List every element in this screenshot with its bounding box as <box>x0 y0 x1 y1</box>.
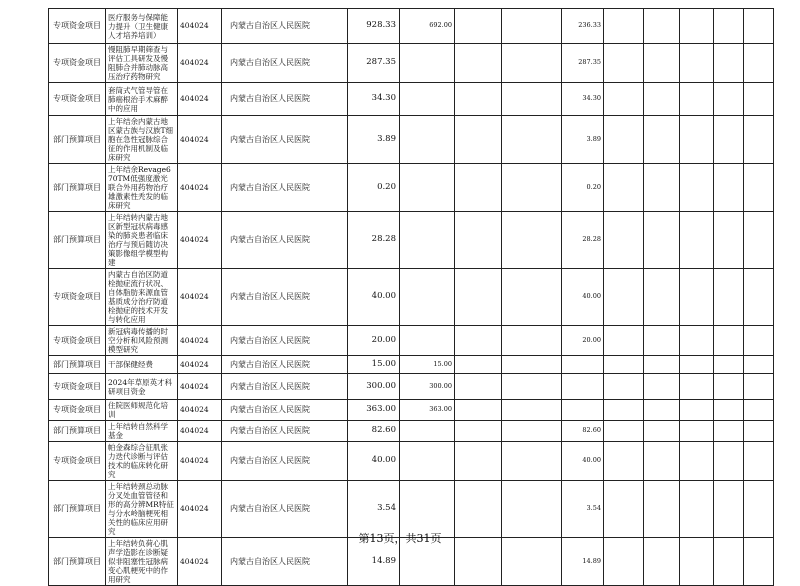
empty-cell <box>714 44 744 83</box>
table-row <box>49 326 774 356</box>
empty-cell <box>744 44 774 83</box>
total-amount: 3.89 <box>348 116 400 164</box>
unit-name: 内蒙古自治区人民医院 <box>222 9 348 44</box>
empty-cell <box>680 442 714 481</box>
empty-cell <box>744 400 774 421</box>
amount-col-1: 300.00 <box>400 374 455 400</box>
project-name: 上年结余Revage670TM低强度激光联合外用药物治疗雄激素性秃发的临床研究 <box>106 164 178 212</box>
empty-cell <box>744 374 774 400</box>
unit-name: 内蒙古自治区人民医院 <box>222 442 348 481</box>
amount-col-2 <box>455 481 502 538</box>
amount-col-3 <box>502 83 562 116</box>
amount-col-2 <box>455 400 502 421</box>
amount-col-1 <box>400 116 455 164</box>
unit-name: 内蒙古自治区人民医院 <box>222 164 348 212</box>
total-amount: 3.54 <box>348 481 400 538</box>
project-type: 部门预算项目 <box>49 116 106 164</box>
empty-cell <box>680 83 714 116</box>
unit-name: 内蒙古自治区人民医院 <box>222 212 348 269</box>
total-amount: 300.00 <box>348 374 400 400</box>
amount-col-2 <box>455 374 502 400</box>
project-name: 套筒式气管导管在肺癌根治手术麻醉中的应用 <box>106 83 178 116</box>
project-name: 上年结余内蒙古地区蒙古族与汉族T细胞在急性冠脉综合征的作用机制及临床研究 <box>106 116 178 164</box>
amount-col-2 <box>455 116 502 164</box>
project-type: 专项资金项目 <box>49 442 106 481</box>
empty-cell <box>680 400 714 421</box>
table-row <box>49 212 774 269</box>
empty-cell <box>714 421 744 442</box>
empty-cell <box>604 421 644 442</box>
total-amount: 14.89 <box>348 538 400 586</box>
unit-code: 404024 <box>178 538 222 586</box>
amount-col-4: 40.00 <box>562 442 604 481</box>
empty-cell <box>604 116 644 164</box>
amount-col-3 <box>502 356 562 374</box>
amount-col-3 <box>502 269 562 326</box>
project-name: 上年结转自然科学基金 <box>106 421 178 442</box>
unit-name: 内蒙古自治区人民医院 <box>222 269 348 326</box>
unit-code: 404024 <box>178 421 222 442</box>
amount-col-4: 3.89 <box>562 116 604 164</box>
empty-cell <box>604 400 644 421</box>
empty-cell <box>680 269 714 326</box>
empty-cell <box>744 481 774 538</box>
empty-cell <box>714 481 744 538</box>
empty-cell <box>744 356 774 374</box>
empty-cell <box>644 212 680 269</box>
amount-col-2 <box>455 421 502 442</box>
total-amount: 928.33 <box>348 9 400 44</box>
budget-table <box>48 8 774 586</box>
amount-col-1: 692.00 <box>400 9 455 44</box>
amount-col-2 <box>455 164 502 212</box>
empty-cell <box>604 356 644 374</box>
empty-cell <box>744 83 774 116</box>
amount-col-3 <box>502 374 562 400</box>
empty-cell <box>604 442 644 481</box>
amount-col-3 <box>502 400 562 421</box>
project-name: 医疗服务与保障能力提升（卫生健康人才培养培训） <box>106 9 178 44</box>
page-footer: 第13页，共31页 <box>358 532 442 545</box>
amount-col-1 <box>400 44 455 83</box>
amount-col-1 <box>400 164 455 212</box>
empty-cell <box>714 374 744 400</box>
empty-cell <box>714 9 744 44</box>
empty-cell <box>714 326 744 356</box>
unit-code: 404024 <box>178 400 222 421</box>
table-row <box>49 164 774 212</box>
total-amount: 40.00 <box>348 442 400 481</box>
empty-cell <box>744 116 774 164</box>
amount-col-4: 34.30 <box>562 83 604 116</box>
unit-name: 内蒙古自治区人民医院 <box>222 374 348 400</box>
unit-name: 内蒙古自治区人民医院 <box>222 538 348 586</box>
empty-cell <box>744 421 774 442</box>
unit-code: 404024 <box>178 481 222 538</box>
empty-cell <box>714 116 744 164</box>
amount-col-2 <box>455 442 502 481</box>
empty-cell <box>644 83 680 116</box>
empty-cell <box>604 326 644 356</box>
amount-col-1 <box>400 442 455 481</box>
empty-cell <box>680 116 714 164</box>
table-row <box>49 400 774 421</box>
amount-col-1 <box>400 421 455 442</box>
table-row <box>49 9 774 44</box>
project-type: 专项资金项目 <box>49 269 106 326</box>
empty-cell <box>604 269 644 326</box>
empty-cell <box>744 269 774 326</box>
unit-code: 404024 <box>178 83 222 116</box>
table-row <box>49 44 774 83</box>
amount-col-3 <box>502 326 562 356</box>
project-type: 部门预算项目 <box>49 212 106 269</box>
table-row <box>49 356 774 374</box>
empty-cell <box>680 421 714 442</box>
empty-cell <box>714 442 744 481</box>
total-amount: 363.00 <box>348 400 400 421</box>
empty-cell <box>604 481 644 538</box>
unit-name: 内蒙古自治区人民医院 <box>222 83 348 116</box>
amount-col-4: 3.54 <box>562 481 604 538</box>
amount-col-4: 14.89 <box>562 538 604 586</box>
unit-name: 内蒙古自治区人民医院 <box>222 421 348 442</box>
amount-col-3 <box>502 164 562 212</box>
empty-cell <box>604 374 644 400</box>
amount-col-4 <box>562 400 604 421</box>
empty-cell <box>644 44 680 83</box>
amount-col-1: 15.00 <box>400 356 455 374</box>
empty-cell <box>714 83 744 116</box>
empty-cell <box>644 421 680 442</box>
table-row <box>49 374 774 400</box>
amount-col-2 <box>455 9 502 44</box>
project-name: 住院医师规范化培训 <box>106 400 178 421</box>
amount-col-1 <box>400 481 455 538</box>
empty-cell <box>680 374 714 400</box>
empty-cell <box>644 326 680 356</box>
unit-code: 404024 <box>178 9 222 44</box>
unit-name: 内蒙古自治区人民医院 <box>222 356 348 374</box>
project-type: 专项资金项目 <box>49 400 106 421</box>
unit-name: 内蒙古自治区人民医院 <box>222 326 348 356</box>
unit-name: 内蒙古自治区人民医院 <box>222 116 348 164</box>
amount-col-4: 236.33 <box>562 9 604 44</box>
project-name: 干部保健经费 <box>106 356 178 374</box>
empty-cell <box>744 212 774 269</box>
project-name: 帕金森综合征肌张力迭代诊断与评估技术的临床转化研究 <box>106 442 178 481</box>
empty-cell <box>644 442 680 481</box>
amount-col-4: 82.60 <box>562 421 604 442</box>
project-type: 部门预算项目 <box>49 164 106 212</box>
empty-cell <box>644 400 680 421</box>
amount-col-3 <box>502 212 562 269</box>
project-name: 上年结转颈总动脉分叉处血管管径和形的高分辨MR特征与分水岭脑梗死相关性的临床应用研究 <box>106 481 178 538</box>
project-name: 2024年草原英才科研项目资金 <box>106 374 178 400</box>
project-name: 上年结转负荷心肌声学造影在诊断疑似非阻塞性冠脉病变心肌梗死中的作用研究 <box>106 538 178 586</box>
empty-cell <box>644 116 680 164</box>
empty-cell <box>714 356 744 374</box>
amount-col-4: 0.20 <box>562 164 604 212</box>
unit-code: 404024 <box>178 44 222 83</box>
amount-col-1 <box>400 269 455 326</box>
amount-col-3 <box>502 116 562 164</box>
project-type: 专项资金项目 <box>49 9 106 44</box>
amount-col-1 <box>400 83 455 116</box>
empty-cell <box>680 212 714 269</box>
table-row <box>49 269 774 326</box>
empty-cell <box>604 212 644 269</box>
unit-code: 404024 <box>178 356 222 374</box>
amount-col-3 <box>502 481 562 538</box>
unit-code: 404024 <box>178 374 222 400</box>
empty-cell <box>644 374 680 400</box>
project-type: 专项资金项目 <box>49 44 106 83</box>
amount-col-2 <box>455 212 502 269</box>
total-amount: 28.28 <box>348 212 400 269</box>
empty-cell <box>744 9 774 44</box>
unit-code: 404024 <box>178 326 222 356</box>
total-amount: 287.35 <box>348 44 400 83</box>
empty-cell <box>714 400 744 421</box>
unit-name: 内蒙古自治区人民医院 <box>222 400 348 421</box>
amount-col-3 <box>502 421 562 442</box>
empty-cell <box>604 9 644 44</box>
total-amount: 82.60 <box>348 421 400 442</box>
amount-col-2 <box>455 269 502 326</box>
empty-cell <box>714 269 744 326</box>
empty-cell <box>604 164 644 212</box>
table-row <box>49 116 774 164</box>
amount-col-2 <box>455 326 502 356</box>
table-row <box>49 83 774 116</box>
amount-col-4: 20.00 <box>562 326 604 356</box>
unit-name: 内蒙古自治区人民医院 <box>222 44 348 83</box>
empty-cell <box>680 164 714 212</box>
project-name: 新冠病毒传播的时空分析和风险预测模型研究 <box>106 326 178 356</box>
amount-col-1 <box>400 212 455 269</box>
project-name: 内蒙古自治区防道栓抛症流行状况、自体脂肪来源血管基质成分治疗防道栓抛症的技术开发与转化应用 <box>106 269 178 326</box>
project-type: 部门预算项目 <box>49 538 106 586</box>
amount-col-3 <box>502 442 562 481</box>
table-row <box>49 421 774 442</box>
unit-code: 404024 <box>178 164 222 212</box>
amount-col-2 <box>455 44 502 83</box>
empty-cell <box>644 356 680 374</box>
amount-col-4: 40.00 <box>562 269 604 326</box>
project-name: 上年结转内蒙古地区新型冠状病毒感染的肺炎患者临床治疗与预后随访决策影像组学模型构建 <box>106 212 178 269</box>
empty-cell <box>644 9 680 44</box>
empty-cell <box>744 326 774 356</box>
project-type: 部门预算项目 <box>49 421 106 442</box>
empty-cell <box>680 44 714 83</box>
empty-cell <box>604 83 644 116</box>
project-type: 专项资金项目 <box>49 374 106 400</box>
unit-code: 404024 <box>178 212 222 269</box>
empty-cell <box>680 326 714 356</box>
unit-code: 404024 <box>178 116 222 164</box>
unit-name: 内蒙古自治区人民医院 <box>222 481 348 538</box>
empty-cell <box>604 44 644 83</box>
empty-cell <box>644 269 680 326</box>
total-amount: 40.00 <box>348 269 400 326</box>
project-name: 慢阻肺早期筛查与评估工具研发及慢阻肺合并肺动脉高压治疗药物研究 <box>106 44 178 83</box>
project-type: 部门预算项目 <box>49 356 106 374</box>
amount-col-4 <box>562 374 604 400</box>
empty-cell <box>714 212 744 269</box>
amount-col-4: 287.35 <box>562 44 604 83</box>
empty-cell <box>644 481 680 538</box>
project-type: 部门预算项目 <box>49 481 106 538</box>
empty-cell <box>744 442 774 481</box>
amount-col-2 <box>455 356 502 374</box>
total-amount: 0.20 <box>348 164 400 212</box>
total-amount: 20.00 <box>348 326 400 356</box>
project-type: 专项资金项目 <box>49 326 106 356</box>
amount-col-3 <box>502 9 562 44</box>
empty-cell <box>680 481 714 538</box>
empty-cell <box>680 9 714 44</box>
amount-col-1: 363.00 <box>400 400 455 421</box>
amount-col-4: 28.28 <box>562 212 604 269</box>
empty-cell <box>644 164 680 212</box>
amount-col-3 <box>502 44 562 83</box>
amount-col-1 <box>400 326 455 356</box>
unit-code: 404024 <box>178 269 222 326</box>
unit-code: 404024 <box>178 442 222 481</box>
empty-cell <box>680 356 714 374</box>
total-amount: 15.00 <box>348 356 400 374</box>
table-row <box>49 442 774 481</box>
total-amount: 34.30 <box>348 83 400 116</box>
table-row <box>49 481 774 538</box>
amount-col-4 <box>562 356 604 374</box>
project-type: 专项资金项目 <box>49 83 106 116</box>
amount-col-2 <box>455 83 502 116</box>
empty-cell <box>714 164 744 212</box>
empty-cell <box>744 164 774 212</box>
